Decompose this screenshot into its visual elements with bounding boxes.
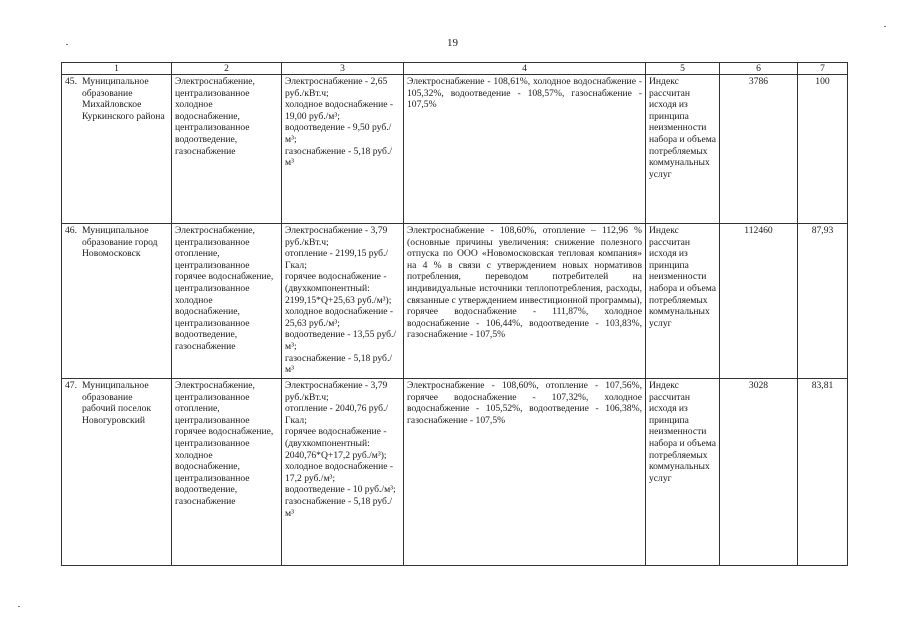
scan-speck: [18, 606, 20, 607]
services-cell: Электроснабжение, централизованное холодное водоснабжение, централизованное водоотведение, газоснабжение: [172, 75, 282, 224]
municipality-name: Муниципальное образование рабочий поселок Новогуровский: [82, 380, 152, 426]
column-header-3: 3: [282, 63, 404, 75]
municipality-name: Муниципальное образование Михайловское Куркинского района: [82, 76, 165, 122]
municipality-cell: [62, 75, 172, 224]
services-cell: Электроснабжение, централизованное отопление, централизованное горячее водоснабжение, централизованное холодное водоснабжение, централизованное водоотведение, газоснабжение: [172, 379, 282, 566]
column-header-2: 2: [172, 63, 282, 75]
population-cell: 3786: [720, 75, 798, 224]
services-cell: Электроснабжение, централизованное отопление, централизованное горячее водоснабжение, централизованное холодное водоснабжение, централизованное водоотведение, газоснабжение: [172, 224, 282, 379]
tariffs-cell: Электроснабжение - 3,79 руб./кВт.ч; отопление - 2199,15 руб./Гкал; горячее водоснабжение - (двухкомпонентный: 2199,15*Q+25,63 руб./м³); холодное водоснабжение - 25,63 руб./м³; водоотведение - 13,55 руб./м³; газоснабжение - 5,18 руб./м³: [282, 224, 404, 379]
justification-cell: Индекс рассчитан исходя из принципа неизменности набора и объема потребляемых коммунальных услуг: [646, 379, 720, 566]
growth-cell: Электроснабжение - 108,60%, отопление – 112,96 % (основные причины увеличения: снижение полезного отпуска по ООО «Новомосковская тепловая компания» на 4 % в связи с утверждением новых нормативов потребления, переводом потребителей на индивидуальные источники теплопотребления, расходы, связанные с утверждением инвестиционной программы), горячее водоснабжение - 111,87%, холодное водоснабжение - 106,44%, водоотведение - 103,83%, газоснабжение - 107,5%: [404, 224, 646, 379]
share-cell: 100: [798, 75, 848, 224]
column-header-6: 6: [720, 63, 798, 75]
share-cell: 87,93: [798, 224, 848, 379]
scan-speck: [66, 44, 68, 45]
table-row: [62, 224, 848, 379]
justification-cell: Индекс рассчитан исходя из принципа неизменности набора и объема потребляемых коммунальных услуг: [646, 75, 720, 224]
column-header-7: 7: [798, 63, 848, 75]
municipality-cell: [62, 379, 172, 566]
tariffs-cell: Электроснабжение - 2,65 руб./кВт.ч; холодное водоснабжение - 19,00 руб./м³; водоотведение - 9,50 руб./м³; газоснабжение - 5,18 руб./м³: [282, 75, 404, 224]
growth-cell: Электроснабжение - 108,60%, отопление - 107,56%, горячее водоснабжение - 107,32%, холодное водоснабжение - 105,52%, водоотведение - 106,38%, газоснабжение - 107,5%: [404, 379, 646, 566]
row-number: 47.: [65, 380, 77, 391]
tariff-table: [61, 62, 848, 566]
page-number: 19: [447, 37, 458, 49]
justification-cell: Индекс рассчитан исходя из принципа неизменности набора и объема потребляемых коммунальных услуг: [646, 224, 720, 379]
row-number: 46.: [65, 225, 77, 236]
share-cell: 83,81: [798, 379, 848, 566]
municipality-cell: [62, 224, 172, 379]
column-header-4: 4: [404, 63, 646, 75]
table-row: [62, 75, 848, 224]
column-header-row: [62, 63, 848, 75]
table-row: [62, 379, 848, 566]
scan-speck: [884, 26, 886, 27]
row-number: 45.: [65, 76, 77, 87]
column-header-1: 1: [62, 63, 172, 75]
growth-cell: Электроснабжение - 108,61%, холодное водоснабжение - 105,32%, водоотведение - 108,57%, газоснабжение - 107,5%: [404, 75, 646, 224]
population-cell: 3028: [720, 379, 798, 566]
tariffs-cell: Электроснабжение - 3,79 руб./кВт.ч; отопление - 2040,76 руб./Гкал; горячее водоснабжение - (двухкомпонентный: 2040,76*Q+17,2 руб./м³); холодное водоснабжение - 17,2 руб./м³; водоотведение - 10 руб./м³; газоснабжение - 5,18 руб./м³: [282, 379, 404, 566]
population-cell: 112460: [720, 224, 798, 379]
municipality-name: Муниципальное образование город Новомосковск: [82, 225, 158, 260]
column-header-5: 5: [646, 63, 720, 75]
